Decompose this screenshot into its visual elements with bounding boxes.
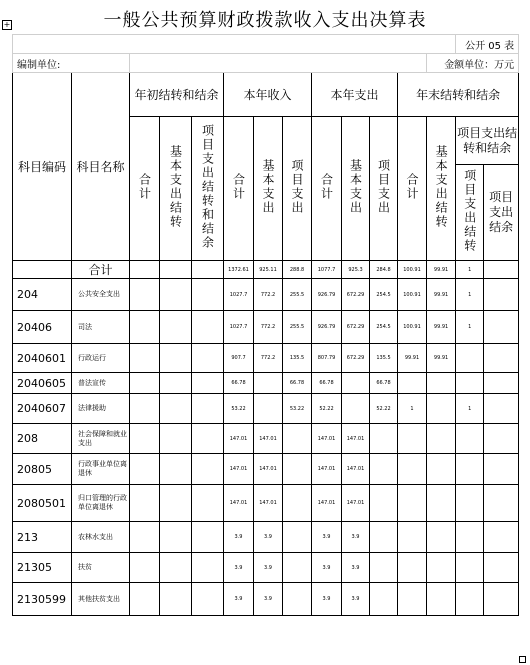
budget-table: [12, 34, 519, 616]
row-value: 672.29: [342, 344, 370, 373]
row-value: [192, 424, 224, 454]
row-value: [398, 522, 427, 553]
row-value: [283, 454, 312, 485]
row-value: 3.9: [224, 553, 254, 583]
row-value: [254, 394, 283, 424]
row-name: 归口管理的行政单位离退休: [72, 485, 130, 522]
row-code: 2040601: [13, 344, 72, 373]
row-value: [484, 454, 519, 485]
row-value: 3.9: [312, 522, 342, 553]
row-code: 20805: [13, 454, 72, 485]
row-value: 3.9: [254, 583, 283, 616]
table-row: [13, 485, 519, 522]
row-value: [484, 424, 519, 454]
total-cell: 284.8: [370, 261, 398, 279]
header-income-total: 合计: [231, 172, 246, 201]
row-value: [283, 485, 312, 522]
table-row: [13, 344, 519, 373]
row-value: [130, 279, 160, 311]
table-row: [13, 394, 519, 424]
row-value: 1027.7: [224, 279, 254, 311]
row-value: 3.9: [342, 583, 370, 616]
row-value: [192, 373, 224, 394]
header-expense-basic: 基本支出: [348, 158, 363, 215]
row-value: [160, 583, 192, 616]
total-cell: [484, 261, 519, 279]
row-value: [484, 373, 519, 394]
row-value: [283, 553, 312, 583]
total-cell: 288.8: [283, 261, 312, 279]
row-value: 135.5: [370, 344, 398, 373]
row-value: 66.78: [224, 373, 254, 394]
row-value: [192, 394, 224, 424]
row-value: [427, 583, 456, 616]
row-value: [427, 485, 456, 522]
row-value: 53.22: [224, 394, 254, 424]
row-value: [398, 454, 427, 485]
total-row: [13, 261, 519, 279]
row-value: [160, 454, 192, 485]
row-value: [456, 424, 484, 454]
row-value: [484, 394, 519, 424]
header-closing-basic: 基本支出结转: [434, 144, 449, 229]
row-value: [130, 454, 160, 485]
row-value: [192, 522, 224, 553]
row-code: 2080501: [13, 485, 72, 522]
row-value: 147.01: [224, 485, 254, 522]
table-row: [13, 373, 519, 394]
row-name: 行政事业单位离退休: [72, 454, 130, 485]
row-name: 法律援助: [72, 394, 130, 424]
row-value: [484, 485, 519, 522]
row-value: [370, 454, 398, 485]
row-value: [160, 344, 192, 373]
row-value: 254.5: [370, 311, 398, 344]
row-name: 农林水支出: [72, 522, 130, 553]
row-value: 66.78: [370, 373, 398, 394]
row-name: 其他扶贫支出: [72, 583, 130, 616]
row-value: 66.78: [312, 373, 342, 394]
row-value: [130, 583, 160, 616]
header-opening-total: 合计: [137, 172, 152, 201]
resize-handle-icon[interactable]: [519, 656, 526, 663]
row-value: 66.78: [283, 373, 312, 394]
header-expense-project: 项目支出: [376, 158, 391, 215]
row-value: [130, 394, 160, 424]
header-name: 科目名称: [72, 73, 130, 261]
total-cell: 100.91: [398, 261, 427, 279]
row-value: [370, 583, 398, 616]
row-value: 672.29: [342, 279, 370, 311]
row-value: 100.91: [398, 279, 427, 311]
row-value: [484, 311, 519, 344]
row-value: 772.2: [254, 344, 283, 373]
row-value: [456, 344, 484, 373]
row-value: [192, 553, 224, 583]
row-value: 147.01: [342, 454, 370, 485]
row-value: [192, 454, 224, 485]
row-value: 147.01: [254, 485, 283, 522]
row-value: [254, 373, 283, 394]
row-value: 99.91: [398, 344, 427, 373]
row-value: 255.5: [283, 279, 312, 311]
row-value: [160, 522, 192, 553]
row-value: 926.79: [312, 311, 342, 344]
row-value: [456, 583, 484, 616]
row-value: [370, 522, 398, 553]
row-value: 99.91: [427, 344, 456, 373]
row-value: 147.01: [312, 454, 342, 485]
page-title: 一般公共预算财政拨款收入支出决算表: [103, 10, 427, 31]
header-opening-project: 项目支出结转和结余: [200, 123, 215, 250]
row-value: [342, 373, 370, 394]
row-value: 907.7: [224, 344, 254, 373]
total-cell: 1077.7: [312, 261, 342, 279]
row-value: [160, 311, 192, 344]
row-value: [370, 553, 398, 583]
row-value: 147.01: [312, 485, 342, 522]
row-value: 807.79: [312, 344, 342, 373]
row-code: 2130599: [13, 583, 72, 616]
row-value: 3.9: [224, 583, 254, 616]
row-value: 135.5: [283, 344, 312, 373]
row-name: 普法宣传: [72, 373, 130, 394]
row-value: [283, 424, 312, 454]
row-value: 100.91: [398, 311, 427, 344]
row-value: 3.9: [224, 522, 254, 553]
row-name: 司法: [72, 311, 130, 344]
total-cell: 1: [456, 261, 484, 279]
total-cell: [192, 261, 224, 279]
row-value: 52.22: [312, 394, 342, 424]
row-value: [484, 522, 519, 553]
row-value: 1027.7: [224, 311, 254, 344]
row-value: 3.9: [254, 553, 283, 583]
form-number: 公开 05 表: [456, 35, 519, 54]
row-value: 147.01: [224, 454, 254, 485]
row-value: [427, 553, 456, 583]
row-name: 公共安全支出: [72, 279, 130, 311]
row-value: 147.01: [224, 424, 254, 454]
row-value: [130, 311, 160, 344]
row-value: [427, 522, 456, 553]
table-row: [13, 454, 519, 485]
total-label: 合计: [72, 261, 130, 279]
header-code: 科目编码: [13, 73, 72, 261]
row-value: [456, 553, 484, 583]
row-value: [427, 394, 456, 424]
table-row: [13, 279, 519, 311]
row-value: 3.9: [312, 553, 342, 583]
total-cell: 925.3: [342, 261, 370, 279]
row-value: 147.01: [312, 424, 342, 454]
row-value: [283, 522, 312, 553]
row-value: [484, 553, 519, 583]
row-value: [192, 311, 224, 344]
row-code: 208: [13, 424, 72, 454]
row-code: 20406: [13, 311, 72, 344]
table-row: [13, 424, 519, 454]
total-cell: 1372.61: [224, 261, 254, 279]
row-value: 1: [398, 394, 427, 424]
row-value: [192, 279, 224, 311]
row-value: [342, 394, 370, 424]
row-value: [484, 583, 519, 616]
row-value: [427, 454, 456, 485]
row-value: [456, 454, 484, 485]
header-expense: 本年支出: [312, 73, 398, 117]
header-income-project: 项目支出: [290, 158, 304, 215]
row-value: [456, 373, 484, 394]
row-value: [398, 553, 427, 583]
row-value: [484, 279, 519, 311]
row-value: 147.01: [254, 454, 283, 485]
row-value: [160, 373, 192, 394]
row-value: [398, 583, 427, 616]
row-name: 社会保障和就业支出: [72, 424, 130, 454]
header-income: 本年收入: [224, 73, 312, 117]
row-value: [370, 485, 398, 522]
row-value: 1: [456, 279, 484, 311]
row-value: [456, 522, 484, 553]
row-value: [398, 485, 427, 522]
row-value: 1: [456, 394, 484, 424]
table-row: [13, 553, 519, 583]
row-code: 2040607: [13, 394, 72, 424]
header-closing-total: 合计: [405, 172, 419, 201]
header-income-basic: 基本支出: [261, 158, 275, 215]
row-value: 255.5: [283, 311, 312, 344]
row-code: 21305: [13, 553, 72, 583]
total-cell: [160, 261, 192, 279]
row-value: 147.01: [342, 424, 370, 454]
row-value: [192, 485, 224, 522]
row-value: [130, 553, 160, 583]
row-value: 772.2: [254, 311, 283, 344]
row-value: [160, 485, 192, 522]
row-code: 213: [13, 522, 72, 553]
row-code: 204: [13, 279, 72, 311]
row-value: 926.79: [312, 279, 342, 311]
row-value: 53.22: [283, 394, 312, 424]
header-closing-project-group: 项目支出结转和结余: [456, 117, 519, 165]
total-cell: [130, 261, 160, 279]
row-value: [456, 485, 484, 522]
row-value: [160, 279, 192, 311]
row-value: [427, 373, 456, 394]
table-row: [13, 583, 519, 616]
row-name: 行政运行: [72, 344, 130, 373]
row-value: [130, 522, 160, 553]
row-value: [160, 553, 192, 583]
row-value: 99.91: [427, 311, 456, 344]
row-value: 3.9: [342, 522, 370, 553]
row-value: [192, 344, 224, 373]
table-row: [13, 522, 519, 553]
row-value: [398, 424, 427, 454]
row-name: 扶贫: [72, 553, 130, 583]
total-cell: 925.11: [254, 261, 283, 279]
row-value: 772.2: [254, 279, 283, 311]
row-value: [192, 583, 224, 616]
header-opening: 年初结转和结余: [130, 73, 224, 117]
row-value: [370, 424, 398, 454]
unit-label: 编制单位:: [13, 54, 130, 73]
row-value: [130, 344, 160, 373]
header-closing-project-carry: 项目支出结转: [462, 168, 477, 253]
row-value: [427, 424, 456, 454]
row-value: [484, 344, 519, 373]
row-value: [283, 583, 312, 616]
header-opening-basic: 基本支出结转: [168, 144, 183, 229]
row-value: 672.29: [342, 311, 370, 344]
row-value: [130, 485, 160, 522]
row-value: 52.22: [370, 394, 398, 424]
row-value: 99.91: [427, 279, 456, 311]
row-value: 1: [456, 311, 484, 344]
header-closing-project-balance: 项目支出结余: [484, 165, 519, 261]
row-value: 3.9: [342, 553, 370, 583]
row-value: 3.9: [312, 583, 342, 616]
row-value: 254.5: [370, 279, 398, 311]
amount-unit: 金额单位：万元: [427, 54, 519, 73]
table-move-handle-icon[interactable]: +: [3, 20, 11, 29]
row-value: [398, 373, 427, 394]
row-value: 147.01: [254, 424, 283, 454]
row-value: [130, 424, 160, 454]
row-code: 2040605: [13, 373, 72, 394]
row-value: [160, 394, 192, 424]
row-value: [160, 424, 192, 454]
header-closing: 年末结转和结余: [398, 73, 519, 117]
row-value: 147.01: [342, 485, 370, 522]
row-value: [130, 373, 160, 394]
row-value: 3.9: [254, 522, 283, 553]
total-cell: 99.91: [427, 261, 456, 279]
table-row: [13, 311, 519, 344]
header-expense-total: 合计: [319, 172, 334, 201]
